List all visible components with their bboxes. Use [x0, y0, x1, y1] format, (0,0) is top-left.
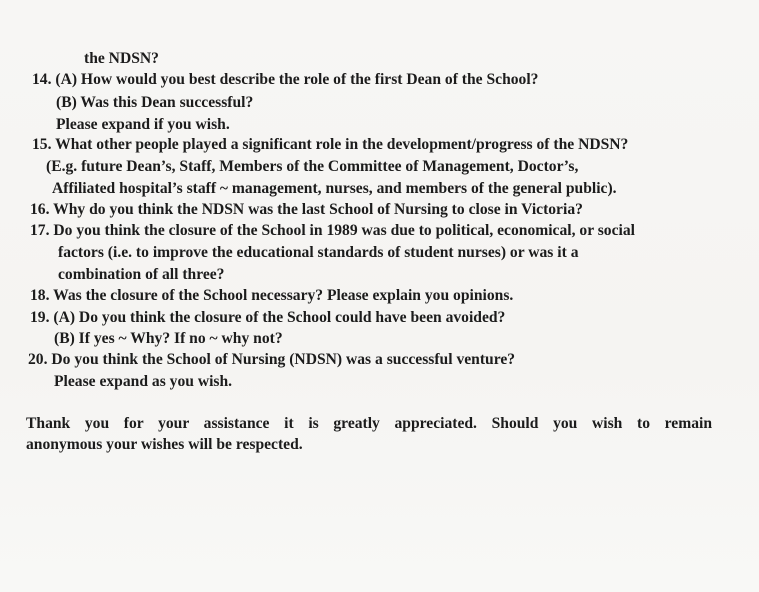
question-15-examples-1: (E.g. future Dean’s, Staff, Members of the Committee of Management, Doctor’s, — [46, 158, 579, 175]
question-20-note: Please expand as you wish. — [54, 373, 233, 390]
closing-statement-line-2: anonymous your wishes will be respected. — [26, 436, 303, 453]
question-14b: (B) Was this Dean successful? — [56, 94, 254, 111]
question-19a: 19. (A) Do you think the closure of the School could have been avoided? — [30, 309, 506, 326]
question-16: 16. Why do you think the NDSN was the last School of Nursing to close in Victoria? — [30, 201, 583, 218]
question-17-line-3: combination of all three? — [58, 266, 225, 283]
question-14-note: Please expand if you wish. — [56, 116, 230, 133]
question-18: 18. Was the closure of the School necessary? Please explain you opinions. — [30, 287, 514, 304]
question-17-line-2: factors (i.e. to improve the educational standards of student nurses) or was it a — [58, 244, 579, 261]
question-19b: (B) If yes ~ Why? If no ~ why not? — [54, 330, 283, 347]
question-14a: 14. (A) How would you best describe the role of the first Dean of the School? — [32, 71, 539, 88]
closing-statement-line-1: Thank you for your assistance it is greatly appreciated. Should you wish to remain — [26, 415, 712, 432]
question-20: 20. Do you think the School of Nursing (NDSN) was a successful venture? — [28, 351, 516, 368]
question-13-continuation: the NDSN? — [84, 50, 159, 67]
question-15-examples-2: Affiliated hospital’s staff ~ management, nurses, and members of the general public). — [52, 180, 617, 197]
question-17-line-1: 17. Do you think the closure of the School in 1989 was due to political, economical, or social — [30, 222, 635, 239]
question-15: 15. What other people played a significant role in the development/progress of the NDSN? — [32, 136, 629, 153]
